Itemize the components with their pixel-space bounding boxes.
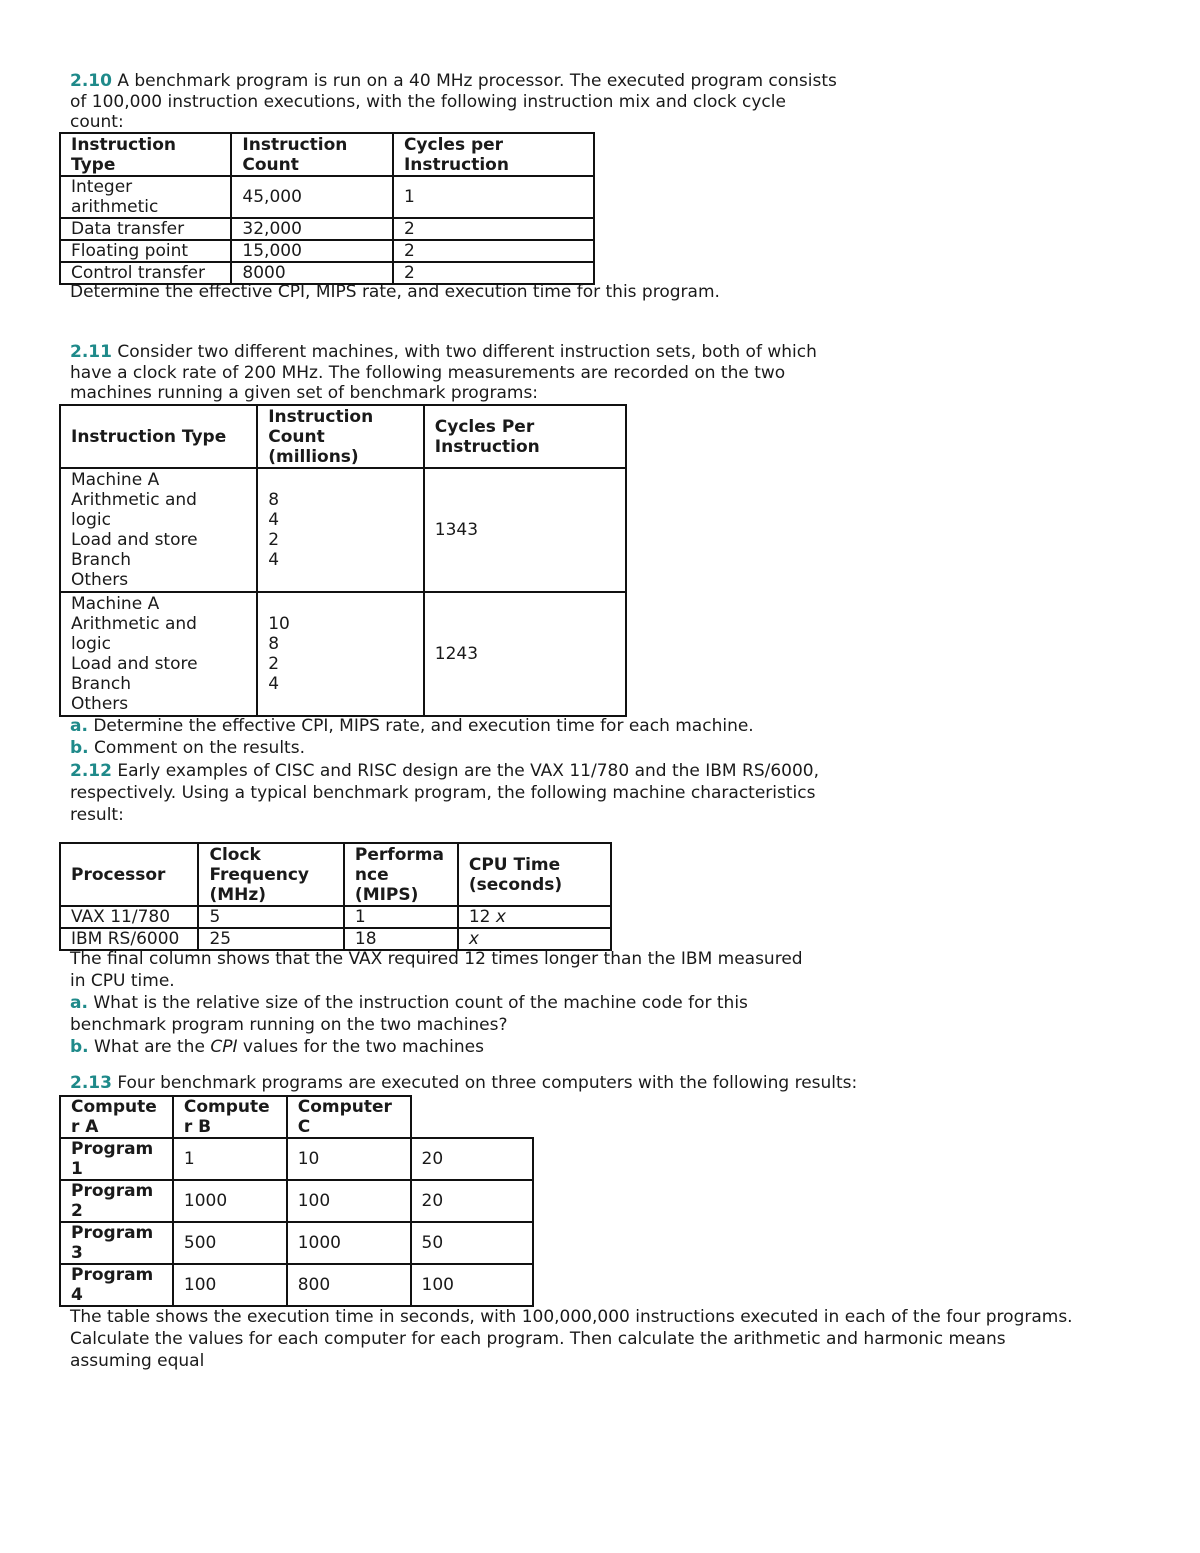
table-header-cell: Instruction Type — [60, 405, 257, 468]
table-cell: 45,000 — [231, 176, 393, 218]
table-cell: 8000 — [231, 262, 393, 284]
table-header-cell: Instruction Count — [231, 133, 393, 176]
part-label: b. — [70, 1037, 89, 1057]
table-header-row — [60, 405, 626, 468]
table-cell: Control transfer — [60, 262, 231, 284]
q213-closing-line: Calculate the values for each computer for each program. Then calculate the arithmetic and harmonic means — [70, 1329, 1006, 1349]
q211-questions — [70, 715, 754, 759]
table-row — [60, 468, 626, 592]
table-cell: 20 — [411, 1180, 533, 1222]
table-cell — [458, 906, 611, 928]
cpu-time-variable: x — [468, 929, 479, 949]
table-cell: Data transfer — [60, 218, 231, 240]
part-label: b. — [70, 738, 89, 758]
table-cell: VAX 11/780 — [60, 906, 198, 928]
q210-intro-line: count: — [70, 112, 124, 132]
table-cell: 50 — [411, 1222, 533, 1264]
q213-closing-line: The table shows the execution time in seconds, with 100,000,000 instructions executed in each of the four programs. — [70, 1307, 1073, 1327]
table-cell: 1 — [173, 1138, 287, 1180]
q211-part-b — [70, 737, 754, 759]
table-cell: 500 — [173, 1222, 287, 1264]
table-row — [60, 1138, 533, 1180]
part-text: Comment on the results. — [88, 738, 305, 758]
table-header-cell: Compute r B — [173, 1096, 287, 1138]
q212-intro-line: respectively. Using a typical benchmark program, the following machine characteristics — [70, 783, 816, 803]
q212-note-line: in CPU time. — [70, 971, 175, 991]
cpu-time-variable: x — [495, 907, 506, 927]
table-header-cell: Compute r A — [60, 1096, 173, 1138]
q212-note-line: The final column shows that the VAX required 12 times longer than the IBM measured — [70, 949, 803, 969]
table-cell: 2 — [393, 262, 594, 284]
table-cell: 2 — [393, 240, 594, 262]
table-cell: 100 — [411, 1264, 533, 1306]
table-row — [60, 176, 594, 218]
q210-question: Determine the effective CPI, MIPS rate, and execution time for this program. — [70, 282, 720, 302]
q213-number: 2.13 — [70, 1073, 112, 1093]
table-cell: 1243 — [424, 592, 626, 716]
q211-intro-line: Consider two different machines, with two different instruction sets, both of which — [111, 342, 817, 362]
q210-intro — [70, 71, 837, 133]
table-cell: 25 — [198, 928, 343, 950]
table-cell: 1000 — [287, 1222, 411, 1264]
table-cell: IBM RS/6000 — [60, 928, 198, 950]
part-label: a. — [70, 716, 88, 736]
q212-part-b — [70, 1036, 803, 1058]
table-cell: 18 — [344, 928, 458, 950]
q212-number: 2.12 — [70, 761, 112, 781]
table-row — [60, 906, 611, 928]
table-row — [60, 928, 611, 950]
table-header-cell: Instruction Count (millions) — [257, 405, 424, 468]
table-cell: Machine A Arithmetic and logic Load and store Branch Others — [60, 592, 257, 716]
table-cell: Integer arithmetic — [60, 176, 231, 218]
table-cell: Machine A Arithmetic and logic Load and store Branch Others — [60, 468, 257, 592]
q212-intro-line: result: — [70, 805, 124, 825]
q211-intro-line: have a clock rate of 200 MHz. The following measurements are recorded on the two — [70, 362, 786, 383]
table-row — [60, 262, 594, 284]
table-cell: 2 — [393, 218, 594, 240]
q212-intro-line: Early examples of CISC and RISC design are the VAX 11/780 and the IBM RS/6000, — [111, 761, 820, 781]
table-cell: 10 8 2 4 — [257, 592, 424, 716]
table-row — [60, 1264, 533, 1306]
table-cell: 8 4 2 4 — [257, 468, 424, 592]
table-header-cell: Clock Frequency (MHz) — [198, 843, 343, 906]
q212-part-a — [70, 992, 803, 1014]
part-text: Determine the effective CPI, MIPS rate, and execution time for each machine. — [87, 716, 754, 736]
table-cell: 1 — [344, 906, 458, 928]
q213-intro-text: Four benchmark programs are executed on three computers with the following results: — [111, 1073, 858, 1093]
part-text: benchmark program running on the two machines? — [70, 1015, 508, 1035]
table-header-row — [60, 133, 594, 176]
part-text: What is the relative size of the instruction count of the machine code for this — [87, 993, 748, 1013]
table-cell: 15,000 — [231, 240, 393, 262]
q211-intro-line: machines running a given set of benchmark programs: — [70, 383, 539, 403]
table-row — [60, 1222, 533, 1264]
table-row — [60, 592, 626, 716]
q210-intro-line: of 100,000 instruction executions, with the following instruction mix and clock cycle — [70, 91, 786, 112]
table-header-cell: Processor — [60, 843, 198, 906]
q213-closing — [70, 1306, 1073, 1372]
q210-table — [59, 132, 595, 285]
table-header-cell: Instruction Type — [60, 133, 231, 176]
table-header-cell: Cycles Per Instruction — [424, 405, 626, 468]
part-label: a. — [70, 993, 88, 1013]
q210-number: 2.10 — [70, 71, 112, 91]
table-row-header: Program 2 — [60, 1180, 173, 1222]
table-cell: 100 — [173, 1264, 287, 1306]
q213-intro — [70, 1073, 857, 1094]
part-text: What are the — [88, 1037, 211, 1057]
q212-notes — [70, 948, 803, 1058]
table-row-header: Program 1 — [60, 1138, 173, 1180]
q211-part-a — [70, 715, 754, 737]
table-row — [60, 240, 594, 262]
table-cell: 32,000 — [231, 218, 393, 240]
table-header-cell: Computer C — [287, 1096, 411, 1138]
table-header-cell: Performa nce (MIPS) — [344, 843, 458, 906]
table-cell: 5 — [198, 906, 343, 928]
table-header-row — [60, 1096, 533, 1138]
table-row-header: Program 4 — [60, 1264, 173, 1306]
q211-number: 2.11 — [70, 342, 112, 362]
table-cell: 10 — [287, 1138, 411, 1180]
table-cell: 1 — [393, 176, 594, 218]
table-cell: 1000 — [173, 1180, 287, 1222]
q210-intro-line: A benchmark program is run on a 40 MHz processor. The executed program consists — [111, 71, 837, 91]
table-cell: 1343 — [424, 468, 626, 592]
q213-closing-line: assuming equal — [70, 1351, 205, 1371]
q212-table — [59, 842, 612, 951]
table-cell: Floating point — [60, 240, 231, 262]
q211-table — [59, 404, 627, 717]
table-header-cell — [411, 1096, 533, 1138]
table-cell: 100 — [287, 1180, 411, 1222]
table-header-cell: Cycles per Instruction — [393, 133, 594, 176]
table-cell: 20 — [411, 1138, 533, 1180]
table-cell: 800 — [287, 1264, 411, 1306]
q212-intro — [70, 760, 819, 826]
part-text-italic: CPI — [210, 1037, 238, 1057]
part-text: values for the two machines — [237, 1037, 484, 1057]
table-row-header: Program 3 — [60, 1222, 173, 1264]
table-cell — [458, 928, 611, 950]
cpu-time-factor: 12 — [468, 907, 496, 927]
table-header-row — [60, 843, 611, 906]
table-row — [60, 1180, 533, 1222]
q211-intro — [70, 342, 817, 404]
table-header-cell: CPU Time (seconds) — [458, 843, 611, 906]
q213-table — [59, 1095, 534, 1307]
table-row — [60, 218, 594, 240]
